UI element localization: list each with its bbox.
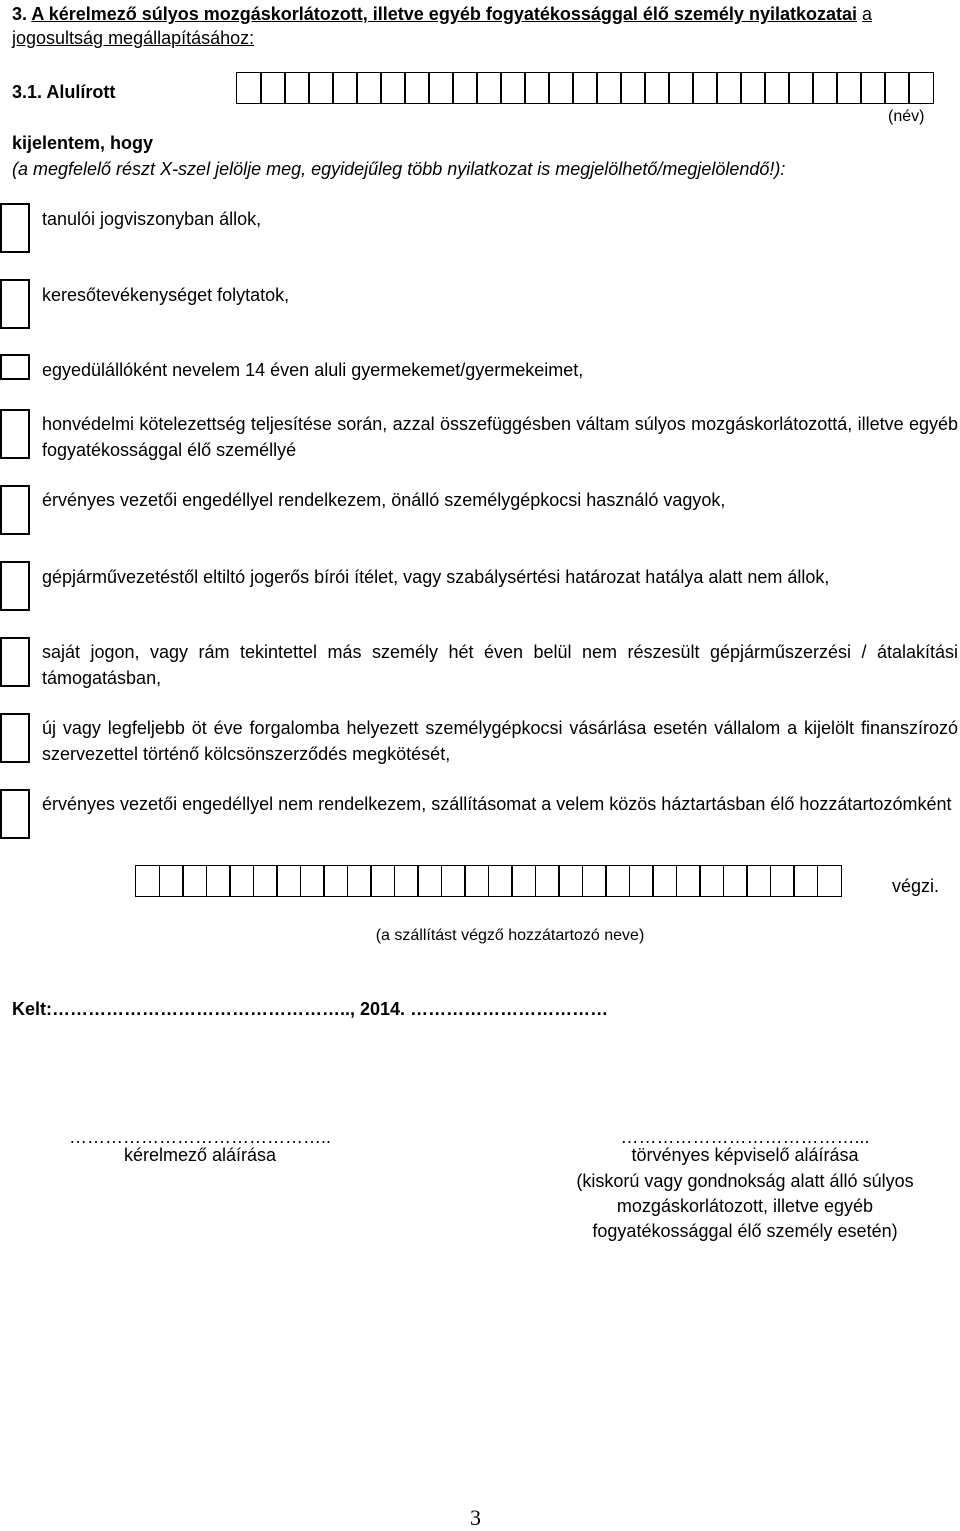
- date-year: , 2014.: [350, 999, 406, 1019]
- letter-box[interactable]: [652, 865, 677, 897]
- letter-box[interactable]: [836, 72, 862, 104]
- letter-box[interactable]: [605, 865, 630, 897]
- name-caption: (név): [888, 108, 925, 125]
- option-student: tanulói jogviszonyban állok,: [42, 209, 262, 229]
- representative-signature-label: törvényes képviselő aláírása: [631, 1145, 859, 1165]
- option-relative-transport: érvényes vezetői engedéllyel nem rendelkezem, szállításomat a velem közös háztartásban élő hozzátartozómként: [42, 794, 952, 814]
- letter-box[interactable]: [380, 72, 406, 104]
- letter-box[interactable]: [692, 72, 718, 104]
- letter-box[interactable]: [908, 72, 934, 104]
- option-military-service: honvédelmi kötelezettség teljesítése során, azzal összefüggésben váltam súlyos mozgáskorlátozottá, illetve egyéb fogyatékossággal élő személlyé: [42, 414, 958, 460]
- letter-box[interactable]: [620, 72, 646, 104]
- letter-box[interactable]: [276, 865, 301, 897]
- declarant-label: 3.1. Alulírott: [12, 82, 116, 102]
- letter-box[interactable]: [300, 865, 325, 897]
- letter-box[interactable]: [404, 72, 430, 104]
- section-title-main: A kérelmező súlyos mozgáskorlátozott, illetve egyéb fogyatékossággal élő személy nyilatkozatai: [31, 4, 857, 24]
- checkbox-no-driving-ban[interactable]: [0, 561, 30, 611]
- letter-box[interactable]: [884, 72, 910, 104]
- letter-box[interactable]: [417, 865, 442, 897]
- checkbox-valid-license[interactable]: [0, 485, 30, 535]
- letter-box[interactable]: [206, 865, 231, 897]
- letter-box[interactable]: [441, 865, 466, 897]
- letter-box[interactable]: [135, 865, 160, 897]
- checkbox-employed[interactable]: [0, 279, 30, 329]
- letter-box[interactable]: [370, 865, 395, 897]
- letter-box[interactable]: [356, 72, 382, 104]
- letter-box[interactable]: [699, 865, 724, 897]
- letter-box[interactable]: [452, 72, 478, 104]
- letter-box[interactable]: [793, 865, 818, 897]
- applicant-signature-line[interactable]: ……………………………………..: [68, 1127, 331, 1147]
- name-input-grid[interactable]: [236, 72, 932, 104]
- letter-box[interactable]: [668, 72, 694, 104]
- checkbox-student[interactable]: [0, 203, 30, 253]
- letter-box[interactable]: [572, 72, 598, 104]
- letter-box[interactable]: [812, 72, 838, 104]
- option-no-driving-ban: gépjárművezetéstől eltiltó jogerős bírói ítélet, vagy szabálysértési határozat hatálya alatt nem állok,: [42, 567, 830, 587]
- letter-box[interactable]: [629, 865, 654, 897]
- letter-box[interactable]: [716, 72, 742, 104]
- checkbox-single-parent[interactable]: [0, 354, 30, 380]
- date-line: [12, 997, 608, 1021]
- letter-box[interactable]: [676, 865, 701, 897]
- letter-box[interactable]: [428, 72, 454, 104]
- letter-box[interactable]: [740, 72, 766, 104]
- checkbox-military-service[interactable]: [0, 409, 30, 459]
- letter-box[interactable]: [260, 72, 286, 104]
- applicant-signature-label: kérelmező aláírása: [123, 1145, 277, 1165]
- section-number: 3.: [12, 4, 28, 24]
- declare-text: kijelentem, hogy: [12, 133, 154, 153]
- letter-box[interactable]: [558, 865, 583, 897]
- letter-box[interactable]: [229, 865, 254, 897]
- option-employed: keresőtevékenységet folytatok,: [42, 285, 290, 305]
- checkbox-relative-transport[interactable]: [0, 789, 30, 839]
- representative-signature-note: (kiskorú vagy gondnokság alatt álló súlyos mozgáskorlátozott, illetve egyéb fogyatékossággal élő személy esetén): [576, 1171, 914, 1241]
- transport-suffix: végzi.: [892, 876, 940, 896]
- letter-box[interactable]: [582, 865, 607, 897]
- letter-box[interactable]: [860, 72, 886, 104]
- letter-box[interactable]: [476, 72, 502, 104]
- letter-box[interactable]: [464, 865, 489, 897]
- section-title: [12, 2, 952, 50]
- date-day-field[interactable]: ……………………………: [410, 999, 609, 1019]
- letter-box[interactable]: [253, 865, 278, 897]
- section-title-rest: a jogosultság megállapításához:: [12, 4, 873, 48]
- date-place-field[interactable]: …………………………………………..: [52, 999, 351, 1019]
- letter-box[interactable]: [535, 865, 560, 897]
- transporter-caption: (a szállítást végző hozzátartozó neve): [375, 927, 645, 944]
- letter-box[interactable]: [182, 865, 207, 897]
- letter-box[interactable]: [394, 865, 419, 897]
- instruction-text: (a megfelelő részt X-szel jelölje meg, egyidejűleg több nyilatkozat is megjelölhető/megjelölendő!):: [12, 159, 786, 179]
- letter-box[interactable]: [323, 865, 348, 897]
- page-number: 3: [470, 1505, 481, 1530]
- letter-box[interactable]: [488, 865, 513, 897]
- option-loan-agreement: új vagy legfeljebb öt éve forgalomba helyezett személygépkocsi vásárlása esetén vállalom a kijelölt finanszírozó szervezettel történő kölcsönszerződés megkötését,: [42, 718, 958, 764]
- letter-box[interactable]: [347, 865, 372, 897]
- option-single-parent: egyedülállóként nevelem 14 éven aluli gyermekemet/gyermekeimet,: [42, 360, 584, 380]
- letter-box[interactable]: [817, 865, 842, 897]
- letter-box[interactable]: [159, 865, 184, 897]
- letter-box[interactable]: [308, 72, 334, 104]
- checkbox-loan-agreement[interactable]: [0, 713, 30, 763]
- date-label: Kelt:: [12, 999, 52, 1019]
- representative-signature-line[interactable]: …………………………………...: [620, 1127, 870, 1147]
- letter-box[interactable]: [723, 865, 748, 897]
- letter-box[interactable]: [548, 72, 574, 104]
- letter-box[interactable]: [596, 72, 622, 104]
- letter-box[interactable]: [644, 72, 670, 104]
- letter-box[interactable]: [524, 72, 550, 104]
- option-no-prior-support: saját jogon, vagy rám tekintettel más személy hét éven belül nem részesült gépjárműszerzési / átalakítási támogatásban,: [42, 642, 958, 688]
- letter-box[interactable]: [332, 72, 358, 104]
- letter-box[interactable]: [236, 72, 262, 104]
- letter-box[interactable]: [764, 72, 790, 104]
- letter-box[interactable]: [284, 72, 310, 104]
- checkbox-no-prior-support[interactable]: [0, 637, 30, 687]
- letter-box[interactable]: [788, 72, 814, 104]
- relative-name-input-grid[interactable]: [135, 865, 840, 897]
- letter-box[interactable]: [746, 865, 771, 897]
- letter-box[interactable]: [770, 865, 795, 897]
- option-valid-license: érvényes vezetői engedéllyel rendelkezem, önálló személygépkocsi használó vagyok,: [42, 490, 726, 510]
- letter-box[interactable]: [500, 72, 526, 104]
- letter-box[interactable]: [511, 865, 536, 897]
